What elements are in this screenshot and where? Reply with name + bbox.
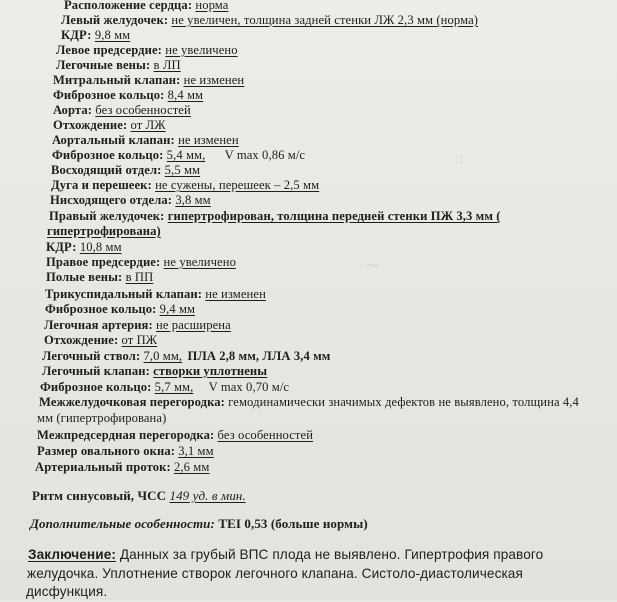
report-row-pa-origin	[44, 333, 157, 348]
row-label: Аорта:	[53, 103, 93, 117]
row-value: без особенностей	[95, 103, 191, 117]
row-value: 5,4 мм,	[166, 148, 206, 162]
rhythm-value: 149 уд. в мин.	[169, 488, 246, 503]
report-row-rv-edd	[46, 240, 122, 255]
conclusion-line-3: дисфункция.	[26, 584, 108, 599]
show-through-mark: ∶∶	[455, 152, 464, 169]
row-value: не увеличено	[165, 43, 238, 57]
row-label: Левый желудочек:	[61, 13, 169, 27]
report-row-heart-position	[64, 0, 228, 13]
row-value: гемодинамически значимых дефектов не выявлено, толщина 4,4	[228, 395, 579, 409]
conclusion-text-1: Данных за грубый ВПС плода не выявлено. Гипертрофия правого	[119, 547, 544, 562]
row-value: 9,8 мм	[94, 28, 131, 42]
row-extra: ПЛА 2,8 мм, ЛЛА 3,4 мм	[187, 349, 331, 363]
row-label: Аортальный клапан:	[52, 133, 175, 147]
row-label: Фиброзное кольцо:	[52, 148, 164, 162]
row-value: в ПП	[125, 270, 154, 284]
report-row-descending-aorta	[50, 193, 211, 208]
conclusion-label: Заключение:	[28, 547, 116, 562]
report-row-pulmonary-annulus	[40, 380, 289, 395]
row-value: 8,4 мм	[167, 88, 204, 102]
row-label: Легочный ствол:	[42, 349, 141, 363]
report-row-left-atrium	[56, 43, 238, 58]
row-label: Полые вены:	[46, 270, 123, 284]
show-through-mark: ∼	[365, 255, 381, 275]
report-row-ivs	[39, 395, 579, 410]
additional-value: TEI 0,53 (больше нормы)	[218, 516, 368, 531]
report-row-right-ventricle-continuation: гипертрофирована)	[47, 224, 161, 238]
row-value: 5,7 мм,	[154, 380, 194, 394]
rhythm-label: Ритм синусовый, ЧСС	[32, 488, 167, 503]
row-label: Фиброзное кольцо:	[45, 302, 157, 316]
report-row-edd	[61, 28, 130, 43]
row-value: норма	[195, 0, 229, 12]
row-label: Отхождение:	[53, 118, 128, 132]
row-label: Отхождение:	[44, 333, 119, 347]
report-row-aortic-arch	[51, 178, 319, 193]
row-value: не изменен	[178, 133, 239, 147]
report-row-ductus	[35, 460, 209, 475]
row-label: Трикуспидальный клапан:	[45, 287, 203, 301]
row-label: Межжелудочковая перегородка:	[39, 395, 225, 409]
row-label: Фиброзное кольцо:	[40, 380, 152, 394]
row-extra: V max 0,86 м/с	[224, 148, 306, 162]
row-value: не изменен	[205, 287, 266, 301]
additional-features-line	[30, 516, 368, 531]
row-value: гипертрофирован, толщина передней стенки ПЖ 3,3 мм (	[167, 209, 501, 223]
report-row-ivs-continuation: мм (гипертрофирована)	[37, 411, 167, 425]
row-label: Расположение сердца:	[64, 0, 193, 12]
report-row-mitral-valve	[53, 73, 244, 88]
row-value: 3,8 мм	[175, 193, 211, 207]
row-label: Межпредсердная перегородка:	[37, 428, 215, 442]
report-row-ias	[37, 428, 313, 443]
report-row-left-ventricle	[61, 13, 478, 28]
row-label: Правое предсердие:	[46, 255, 161, 269]
report-row-right-atrium	[46, 255, 236, 270]
row-label: Митральный клапан:	[53, 73, 181, 87]
report-row-aortic-valve	[52, 133, 239, 148]
row-value: не увеличено	[163, 255, 236, 269]
conclusion-line-2: желудочка. Уплотнение створок легочного клапана. Систоло-диастолическая	[27, 566, 523, 581]
report-row-foramen-ovale	[37, 444, 214, 459]
report-row-vena-cava	[46, 270, 153, 285]
row-value: 5,5 мм	[164, 163, 201, 177]
row-value: от ПЖ	[121, 333, 158, 347]
report-row-mitral-annulus	[53, 88, 203, 103]
row-label: Дуга и перешеек:	[51, 178, 152, 192]
report-row-pulmonary-veins	[56, 58, 181, 73]
row-label: Нисходящего отдела:	[50, 193, 173, 207]
report-row-pulmonary-artery	[44, 318, 231, 333]
report-row-pulmonary-trunk	[42, 349, 330, 364]
report-row-aorta	[53, 103, 191, 118]
row-value: не расширена	[156, 318, 231, 332]
report-row-tricuspid-annulus	[45, 302, 195, 317]
row-extra: V max 0,70 м/с	[208, 380, 290, 394]
row-value: не сужены, перешеек – 2,5 мм	[155, 178, 320, 192]
row-value: без особенностей	[217, 428, 314, 442]
row-label: Размер овального окна:	[37, 444, 176, 458]
row-label: КДР:	[46, 240, 77, 254]
row-value: 2,6 мм	[174, 460, 210, 474]
row-value: 3,1 мм	[178, 444, 214, 458]
conclusion-line-1	[28, 545, 543, 565]
row-value: 9,4 мм	[159, 302, 196, 316]
row-label: Легочные вены:	[56, 58, 151, 72]
row-label: Левое предсердие:	[56, 43, 162, 57]
report-row-aorta-origin	[53, 118, 166, 133]
row-value: створки уплотнены	[153, 364, 268, 378]
row-value: 7,0 мм,	[143, 349, 183, 363]
report-row-aortic-annulus	[52, 148, 305, 163]
row-value: 10,8 мм	[79, 240, 122, 254]
report-row-right-ventricle	[49, 209, 501, 224]
report-row-tricuspid-valve	[45, 287, 266, 302]
report-row-pulmonary-valve	[42, 364, 267, 379]
row-label: Восходящий отдел:	[51, 163, 162, 177]
row-value: не увеличен, толщина задней стенки ЛЖ 2,3 мм (норма)	[171, 13, 479, 27]
row-value: от ЛЖ	[130, 118, 166, 132]
row-label: Фиброзное кольцо:	[53, 88, 165, 102]
row-label: Правый желудочек:	[49, 209, 165, 223]
row-label: Артериальный проток:	[35, 460, 171, 474]
row-label: КДР:	[61, 28, 92, 42]
row-value: не изменен	[183, 73, 245, 87]
row-value: в ЛП	[153, 58, 181, 72]
additional-label: Дополнительные особенности:	[30, 516, 215, 531]
row-label: Легочная артерия:	[44, 318, 153, 332]
report-row-ascending-aorta	[51, 163, 200, 178]
rhythm-line	[32, 488, 246, 503]
row-label: Легочный клапан:	[42, 364, 150, 378]
